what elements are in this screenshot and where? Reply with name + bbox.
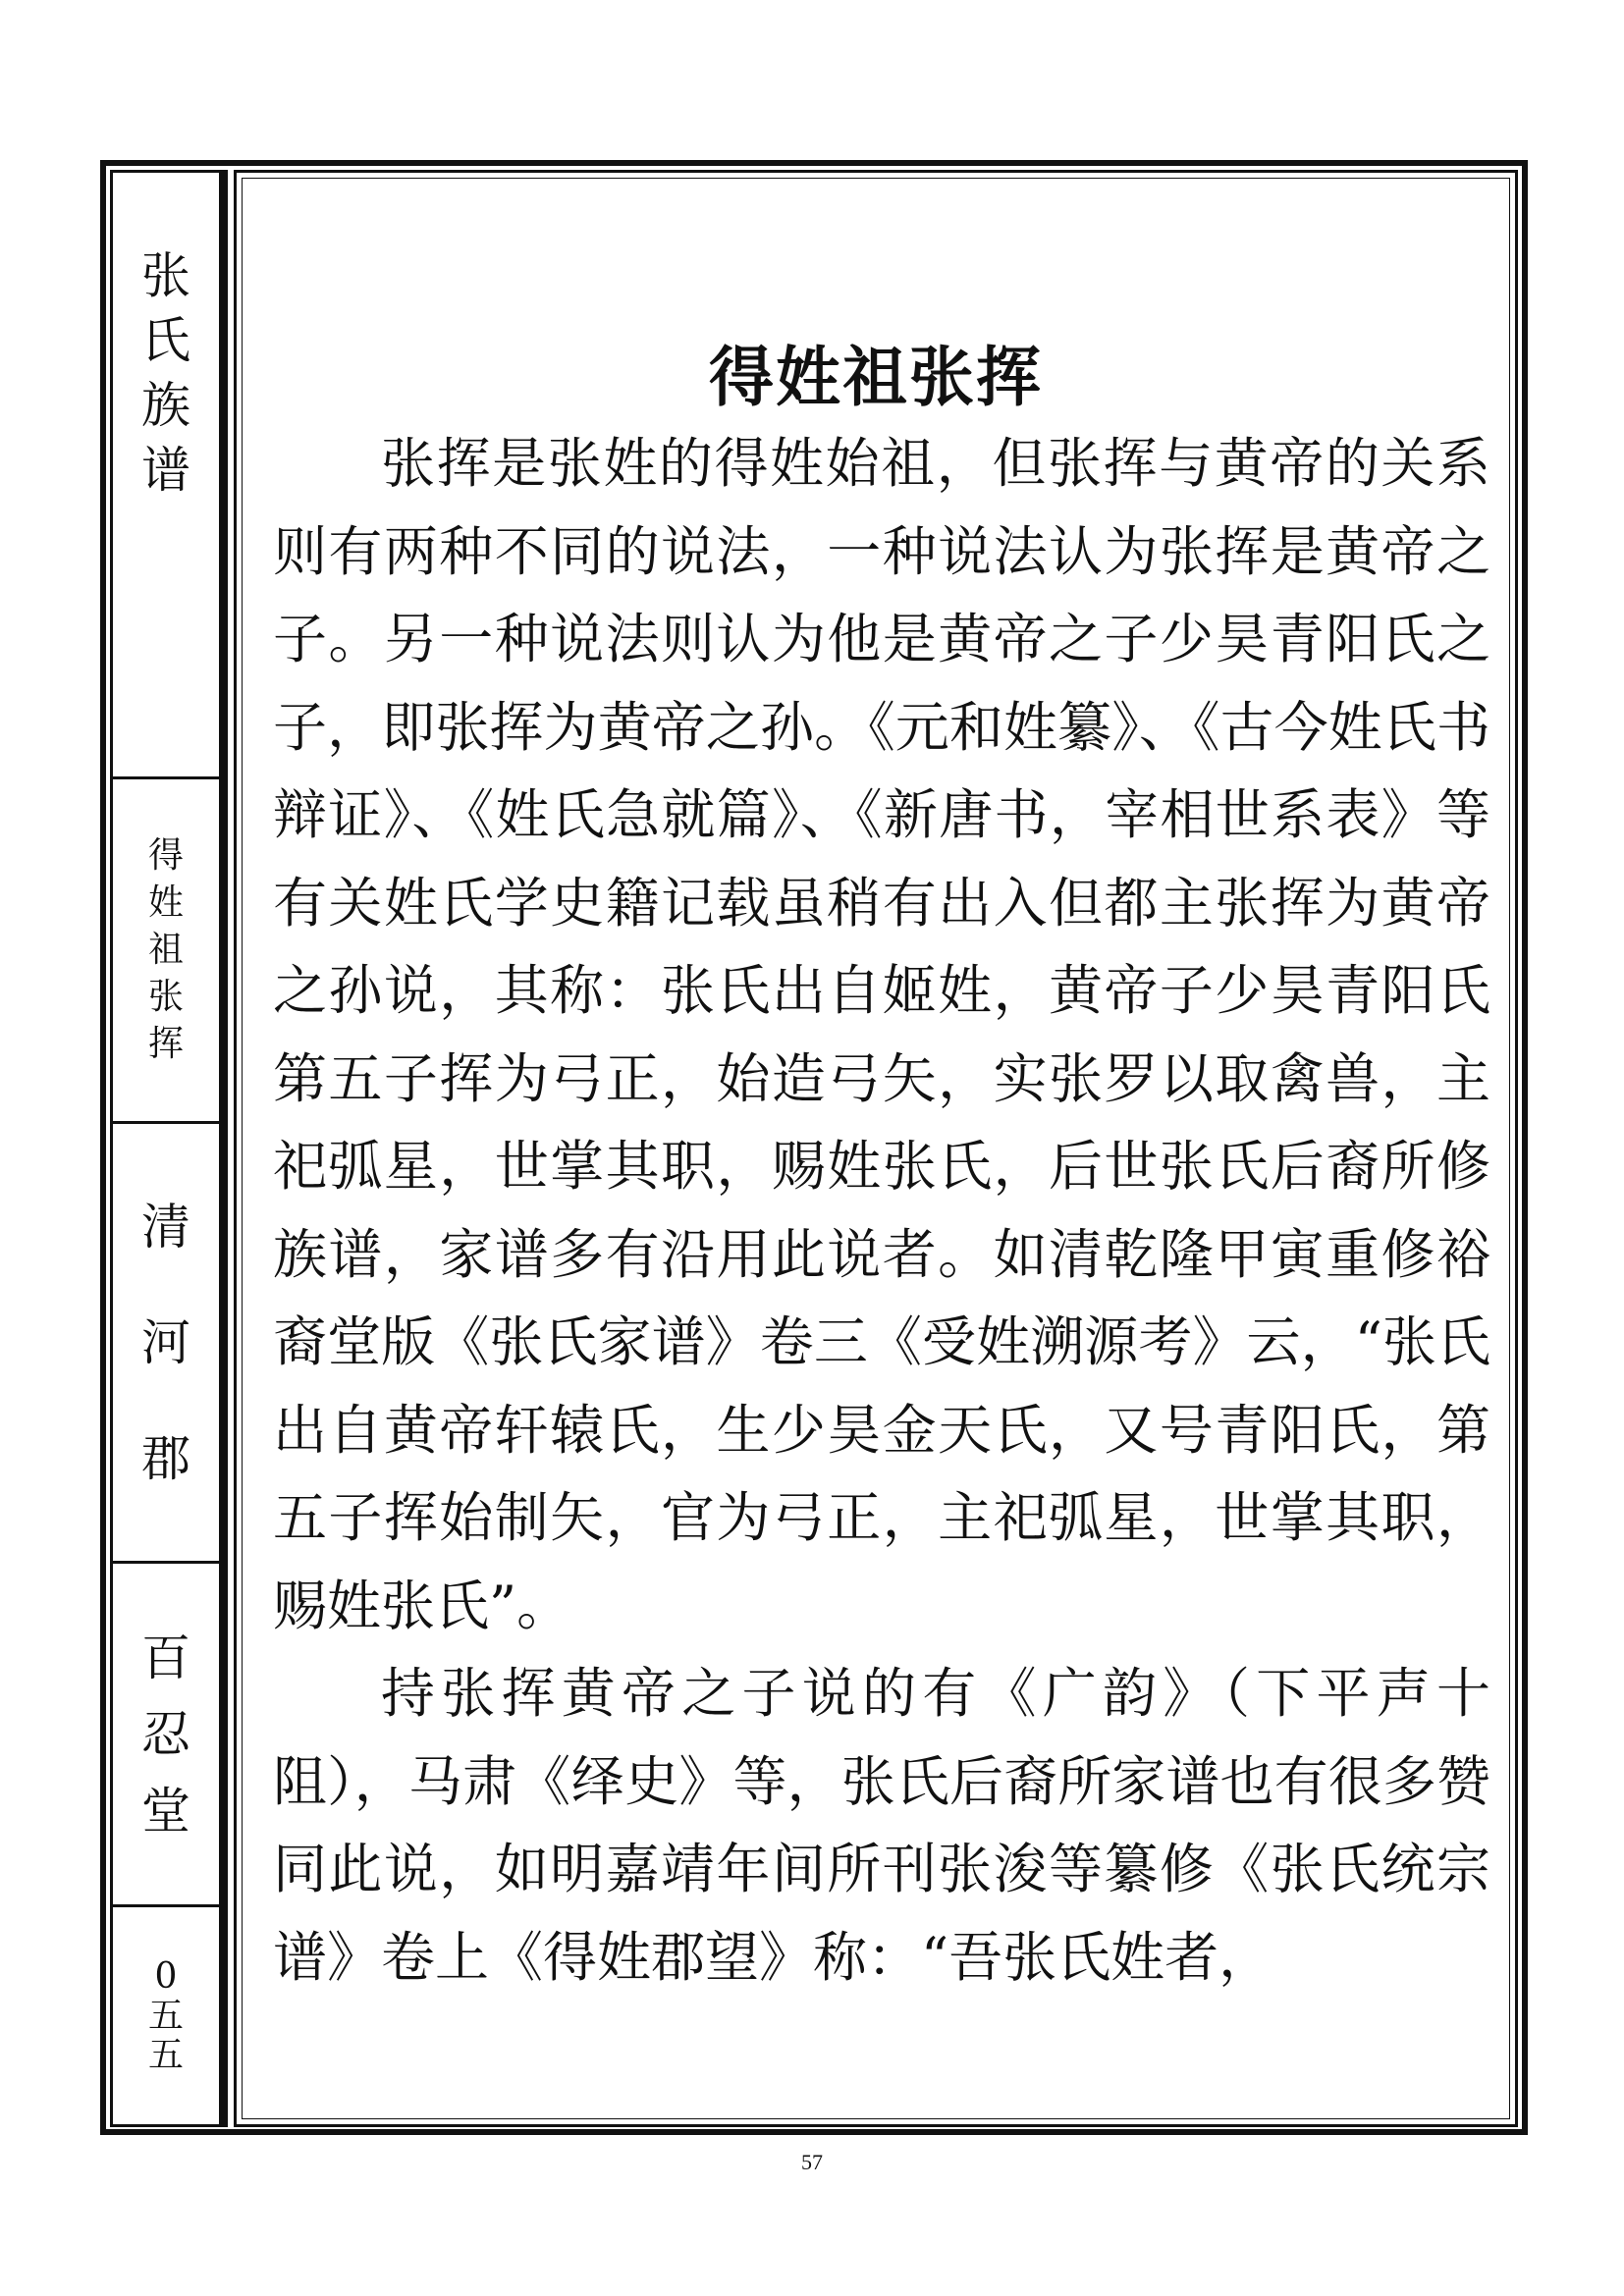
spine-char: 百 [141,1629,190,1686]
spine-char: 祖 [147,930,184,970]
spine-char: 张 [141,247,190,304]
spine-char: 得 [147,835,184,876]
spine-hall [113,1564,219,1904]
spine-char: 忍 [141,1705,190,1763]
spine-char: 郡 [141,1429,190,1487]
spine-page-code [113,1907,219,2124]
spine-column [110,170,222,2127]
spine-char: 族 [141,377,190,434]
spine-char: 氏 [141,312,190,369]
page-number: 57 [801,2150,823,2174]
spine-char: 清 [141,1198,190,1255]
article-title: 得姓祖张挥 [709,340,1043,416]
spine-char: 堂 [141,1782,190,1840]
spine-char: 五 [147,2034,184,2075]
article-body [273,420,1490,2002]
spine-char: 张 [147,977,184,1017]
spine-char: 谱 [141,442,190,499]
spine-char: 河 [141,1313,190,1371]
spine-section-title [113,779,219,1121]
spine-char: 五 [147,1995,184,2036]
spine-char: 姓 [147,882,184,923]
spine-char: 挥 [147,1024,184,1064]
article-paragraph: 张挥是张姓的得姓始祖，但张挥与黄帝的关系则有两种不同的说法，一种说法认为张挥是黄帝之子。另一种说法则认为他是黄帝之子少昊青阳氏之子，即张挥为黄帝之孙。《元和姓纂》、《古今姓氏书辩证》、《姓氏急就篇》、《新唐书，宰相世系表》等有关姓氏学史籍记载虽稍有出入但都主张挥为黄帝之孙说，其称：张氏出自姬姓，黄帝子少昊青阳氏第五子挥为弓正，始造弓矢，实张罗以取禽兽，主祀弧星，世掌其职，赐姓张氏，后世张氏后裔所修族谱，家谱多有沿用此说者。如清乾隆甲寅重修裕裔堂版《张氏家谱》卷三《受姓溯源考》云，“张氏出自黄帝轩辕氏，生少昊金天氏，又号青阳氏，第五子挥始制矢，官为弓正，主祀弧星，世掌其职，赐姓张氏”。 [273,432,1490,1637]
spine-char: 0 [154,1955,178,1997]
spine-book-title [113,173,219,573]
article-paragraph: 持张挥黄帝之子说的有《广韵》（下平声十阻），马肃《绎史》等，张氏后裔所家谱也有很多赞同此说，如明嘉靖年间所刊张浚等纂修《张氏统宗谱》卷上《得姓郡望》称：“吾张氏姓者， [273,1662,1490,1989]
spine-separator-rule [222,170,228,2127]
spine-region [113,1124,219,1561]
